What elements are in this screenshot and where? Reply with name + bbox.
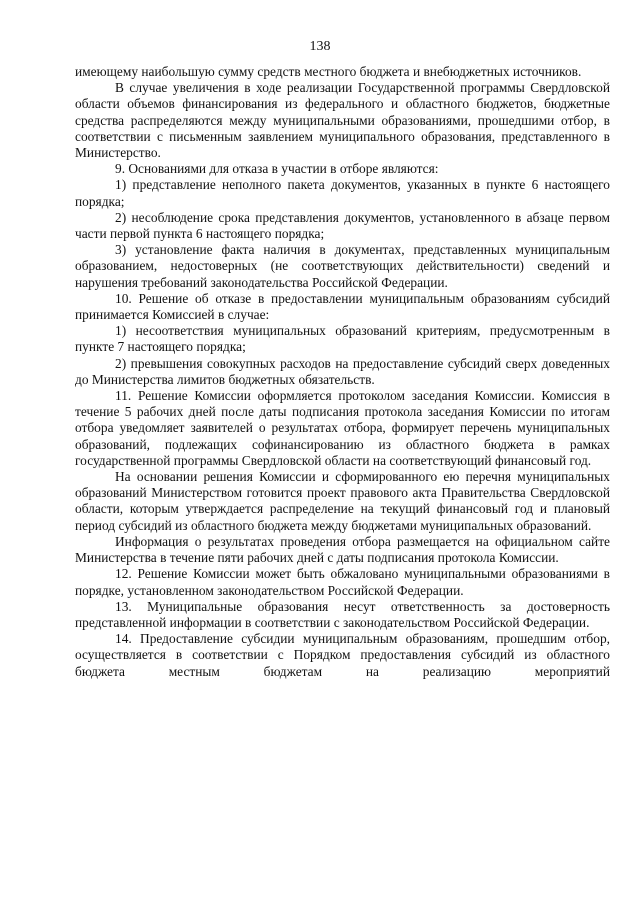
paragraph-section-9-item-1: 1) представление неполного пакета документов, указанных в пункте 6 настоящего порядка;	[75, 177, 610, 209]
paragraph-continuation: имеющему наибольшую сумму средств местного бюджета и внебюджетных источников.	[75, 64, 582, 79]
document-body	[75, 64, 610, 680]
page-number: 138	[309, 39, 331, 54]
paragraph-section-10-item-2: 2) превышения совокупных расходов на предоставление субсидий сверх доведенных до Министерства лимитов бюджетных обязательств.	[75, 355, 610, 387]
paragraph-section-14: 14. Предоставление субсидии муниципальным образованиям, прошедшим отбор, осуществляется в соответствии с Порядком предоставления субсидий из областного бюджета местным бюджетам на реализацию мероприятий	[75, 631, 610, 679]
paragraph-section-10-item-1: 1) несоответствия муниципальных образований критериям, предусмотренным в пункте 7 настоящего порядка;	[75, 323, 610, 355]
paragraph-section-9-item-2: 2) несоблюдение срока представления документов, установленного в абзаце первом части первой пункта 6 настоящего порядка;	[75, 209, 610, 242]
paragraph-section-12: 12. Решение Комиссии может быть обжаловано муниципальными образованиями в порядке, установленном законодательством Российской Федерации.	[75, 566, 610, 598]
paragraph-section-11-publication: Информация о результатах проведения отбора размещается на официальном сайте Министерства в течение пяти рабочих дней с даты подписания протокола Комиссии.	[75, 533, 610, 566]
paragraph-section-11-list: На основании решения Комиссии и сформированного ею перечня муниципальных образований Министерством готовится проект правового акта Правительства Свердловской области, которым утверждается распределение на текущий финансовый год и плановый период субсидий из областного бюджета между бюджетами муниципальных образований.	[75, 469, 610, 533]
paragraph-budget-increase: В случае увеличения в ходе реализации Государственной программы Свердловской области объемов финансирования из федерального и областного бюджетов, бюджетные средства распределяются между муниципальными образованиями, прошедшими отбор, в соответствии с письменным заявлением муниципального образования, представленного в Министерство.	[75, 80, 610, 161]
paragraph-section-9-item-3: 3) установление факта наличия в документах, представленных муниципальным образованием, недостоверных (не соответствующих действительности) сведений и нарушения требований законодательства Российской Федерации.	[75, 242, 610, 290]
paragraph-section-10: 10. Решение об отказе в предоставлении муниципальным образованиям субсидий принимается Комиссией в случае:	[75, 290, 610, 323]
paragraph-section-11: 11. Решение Комиссии оформляется протоколом заседания Комиссии. Комиссия в течение 5 рабочих дней после даты подписания протокола заседания Комиссии по итогам отбора уведомляет заявителей о результатах отбора, формирует перечень муниципальных образований, подлежащих софинансированию из областного бюджета в рамках государственной программы Свердловской области на соответствующий финансовый год.	[75, 388, 610, 468]
paragraph-section-9: 9. Основаниями для отказа в участии в отборе являются:	[115, 161, 439, 177]
paragraph-section-13: 13. Муниципальные образования несут ответственность за достоверность представленной информации в соответствии с законодательством Российской Федерации.	[75, 598, 610, 630]
